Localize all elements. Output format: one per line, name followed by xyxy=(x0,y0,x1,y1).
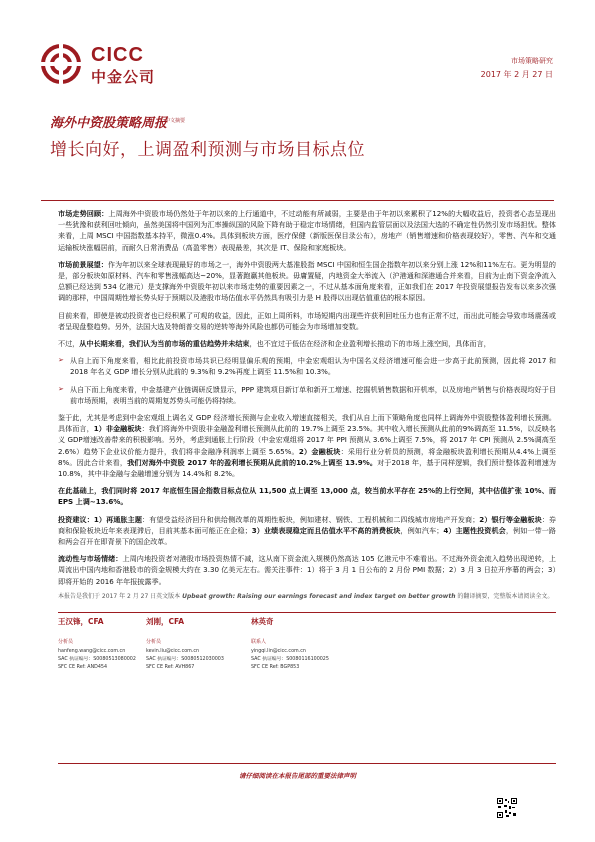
analyst-name: 刘刚，CFA xyxy=(146,617,185,626)
paragraph-short-term-risk xyxy=(58,310,556,332)
paragraph-index-target xyxy=(58,485,556,507)
paragraph-text: 目前来看，即使是被动投资者也已经积累了可观的收益，因此，正如上周所料，市场短期内出现些许获利回吐压力也有正常不过，而出此可能会导致市场震荡或者呈现盘整趋势。另外，法国大选及特朗普交易的逆转等海外风险也都仍可能会为市场增加变数。 xyxy=(58,310,556,331)
bullet-item-bottom-up xyxy=(58,384,556,406)
series-title: 海外中资股策略周报 xyxy=(50,116,168,131)
report-body xyxy=(58,208,556,604)
paragraph-text: ：券商和保险板块近年来表现滞后，目前其基本面可能正在企稳； xyxy=(58,514,557,535)
paragraph-text: 作为年初以来全球表现最好的市场之一，海外中资股两大基准股指 MSCI 中国和恒生国企指数年初以来分别上涨 12%和11%左右。更为明显的是，部分板块如原材料、汽车和零售涨幅高达~20%，显著跑赢其他板块。毋庸置疑，内地资金大举流入（沪港通和深港通合并来看，目前为止南下资金净流入总额已经达到 534 亿港元）是支撑海外中资股年初以来市场走势的重要因素之一，不过从基本面角度来看，正如我们在 2017 年投资展望报告发布以来多次强调的那样，中国周期性增长势头好于预期以及港股市场估值水平仍然具有吸引力是 H 股得以出现估值重估的根本原因。 xyxy=(58,259,557,303)
analyst-role: 分析员 xyxy=(58,639,74,645)
qr-code-icon xyxy=(497,798,517,818)
divider xyxy=(41,200,554,201)
paragraph-text: ，例如汽车； xyxy=(400,525,444,535)
paragraph-emphasis: 在此基础上，我们同时将 2017 年底恒生国企指数目标点位从 11,500 点上调至 13,000 点，较当前水平存在 25%的上行空间，其中估值扩张 10%、而 EPS 上调~13.6%。 xyxy=(58,486,556,507)
divider xyxy=(58,612,556,613)
paragraph-label: 流动性与市场情绪： xyxy=(58,554,123,564)
analyst-role: 分析员 xyxy=(146,639,162,645)
cicc-logo-mark-icon xyxy=(41,44,81,84)
paragraph-emphasis: 2）银行等金融板块 xyxy=(479,514,542,524)
paragraph-earnings-revision xyxy=(58,412,556,479)
logo-text-cn: 中金公司 xyxy=(91,68,156,86)
analyst-email[interactable]: kevin.liu@cicc.com.cn xyxy=(146,649,200,654)
cicc-logo xyxy=(41,42,171,90)
analyst-sfc-ref: SFC CE Ref: AVH867 xyxy=(146,665,195,670)
paragraph-market-outlook xyxy=(58,259,556,304)
source-note-english-title: Upbeat growth: Raising our earnings forecast and index target on better growth xyxy=(182,592,456,600)
bullet-text: 从自上而下角度来看，相比此前投资市场共识已经明显偏乐观的预期，中金宏观组认为中国名义经济增速可能会进一步高于此前预测，因此将 2017 和 2018 年名义 GDP 增长分别从此前的 9.3%和 9.2%再度上调至 11.5%和 10.3%。 xyxy=(70,356,556,377)
paragraph-label: 投资建议： xyxy=(58,514,94,524)
analyst-card xyxy=(58,616,158,672)
analyst-name: 王汉锋，CFA xyxy=(58,617,104,626)
bullet-arrow-icon: ➢ xyxy=(58,356,64,365)
analyst-sfc-ref: SFC CE Ref: BGP853 xyxy=(251,665,300,670)
analyst-sac-id: SAC 执证编号：S0080513080002 xyxy=(58,657,136,662)
paragraph-liquidity xyxy=(58,553,556,587)
source-note-text: 的翻译摘要，完整版本请阅读全文。 xyxy=(457,592,554,600)
analyst-card xyxy=(251,616,351,672)
analyst-email[interactable]: hanfeng.wang@cicc.com.cn xyxy=(58,649,126,654)
paragraph-investment-advice xyxy=(58,514,556,548)
paragraph-label: 市场前景展望： xyxy=(58,259,108,269)
report-title: 增长向好，上调盈利预测与市场目标点位 xyxy=(50,140,365,160)
report-type: 市场策略研究 xyxy=(511,57,553,65)
analyst-name: 林英奇 xyxy=(251,617,274,626)
paragraph-market-review xyxy=(58,208,556,253)
analyst-role: 联系人 xyxy=(251,639,267,645)
paragraph-emphasis: 从中长期来看，我们认为当前市场的重估趋势并未结束 xyxy=(79,339,250,349)
analyst-card xyxy=(146,616,246,672)
bullet-item-top-down xyxy=(58,355,556,377)
paragraph-text: ，例如一带一路和两会召开在即背景下的国企改革。 xyxy=(58,525,557,547)
paragraph-label: 市场走势回顾： xyxy=(58,209,109,218)
analyst-sfc-ref: SFC CE Ref: AND454 xyxy=(58,665,108,670)
bullet-text: 从自下而上角度来看，中金基建产业链调研反馈显示，PPP 建筑项目新订单和新开工增速、挖掘机销售数据和开机率，以及房地产销售与价格表现均好于目前市场预期，表明当前的周期复苏势头可能仍将持续。 xyxy=(70,384,556,405)
series-subtitle: 中文摘要 xyxy=(165,118,186,124)
divider xyxy=(58,763,556,764)
source-note-text: 本报告是我们于 2017 年 2 月 27 日英文版本 xyxy=(58,592,181,600)
analyst-sac-id: SAC 执证编号：S0080116100025 xyxy=(251,657,329,662)
report-date: 2017 年 2 月 27 日 xyxy=(480,70,553,79)
analyst-sac-id: SAC 执证编号：S0080512030003 xyxy=(146,657,224,662)
paragraph-text: 上周海外中资股市场仍然处于年初以来的上行通道中，不过动能有所减弱，主要是由于年初以来累积了12%的大幅收益后，投资者心态呈现出一些犹豫和获利回吐倾向，虽然美国将中国列为汇率操纵国的风险下降有助于稳定市场情绪，但国内监管层面以及法国大选的不确定性仍然引发市场担忧。整体来看，上周 MSCI 中国指数基本持平，微涨0.4%。具体到板块方面，医疗保健（新版医保目录公布），房地产（销售增速和价格表现较好），零售、汽车和交通运输板块涨幅居前，而耐久日常消费品（高盈零售）表现最差，其次是 IT、保险和家庭板块。 xyxy=(58,209,557,252)
bullet-arrow-icon: ➢ xyxy=(58,384,64,393)
analyst-email[interactable]: yingqi.lin@cicc.com.cn xyxy=(251,649,306,654)
paragraph-emphasis: 2）金融板块 xyxy=(298,446,341,456)
paragraph-long-term-view xyxy=(58,338,556,349)
paragraph-emphasis: 消费板块 xyxy=(371,525,401,535)
paragraph-text: ：我们将海外中资股非金融盈利增长预测从此前的 19.7%上调至 23.5%。其中收入增长预测从此前的9%调高至 11.5%，以反映名义 GDP增速改善带来的积极影响。另外，考虑到通胀上行阶段（中金宏观组将 2017 年 PPI 预测从 3.6%上调至 7.5%，将 2017 年 CPI 预测从 2.5%调高至 2.6%）趋势下企业议价能力提升，我们将非金融净利润率上调至 5.65%。 xyxy=(58,424,557,456)
logo-text-en: CICC xyxy=(91,44,144,66)
paragraph-text: 不过， xyxy=(58,339,80,349)
paragraph-emphasis: 1）非金融板块 xyxy=(93,424,142,434)
paragraph-emphasis: 1）再通胀主题 xyxy=(93,514,142,524)
paragraph-text: 对于2018 年，基于同样逻辑，我们预计整体盈利增速为 10.8%，其中非金融与金融增速分别为 14.4%和 8.2%。 xyxy=(58,457,556,479)
source-note xyxy=(58,591,556,602)
paragraph-emphasis: 4）主题性投资机会 xyxy=(443,525,506,535)
legal-disclaimer: 请仔细阅读在本报告尾部的重要法律声明 xyxy=(239,772,356,780)
paragraph-text: 上周内地投资者对港股市场投资热情不减，这从南下资金流入规模仍然高达 105 亿港元中不难看出。不过海外资金流入趋势出现逆转，上周流出中国内地和香港股市的资金规模大约在 3.30 亿美元左右。需关注事件：1）将于 3 月 1 日公布的 2 月份 PMI 数据；2）3 月 3 日拉开序幕的两会；3）即将开始的 2016 年年报披露季。 xyxy=(58,554,557,586)
paragraph-text: ：采用行业分析员的预测，将金融板块盈利增长预期从4.4%上调至 8%。因此合计来看， xyxy=(58,446,556,467)
paragraph-text: ，也不宜过于低估在经济和企业盈利增长推动下的市场上涨空间，具体而言， xyxy=(249,339,491,349)
paragraph-emphasis: 3）业绩表现稳定而且估值水平不高的 xyxy=(251,525,372,535)
paragraph-text: 鉴于此，尤其是考虑到中金宏观组上调名义 GDP 经济增长预测与企业收入增速直接相关，我们从自上而下策略角度也同样上调海外中资股整体盈利增长预测。具体而言， xyxy=(58,413,556,434)
paragraph-text: ：有望受益经济回升和供给侧改革的周期性板块，例如建材、钢铁、工程机械和二四线城市房地产开发商； xyxy=(142,514,480,524)
paragraph-emphasis: 我们对海外中资股 2017 年的盈利增长预期从此前的10.2%上调至 13.9%。 xyxy=(127,457,378,467)
